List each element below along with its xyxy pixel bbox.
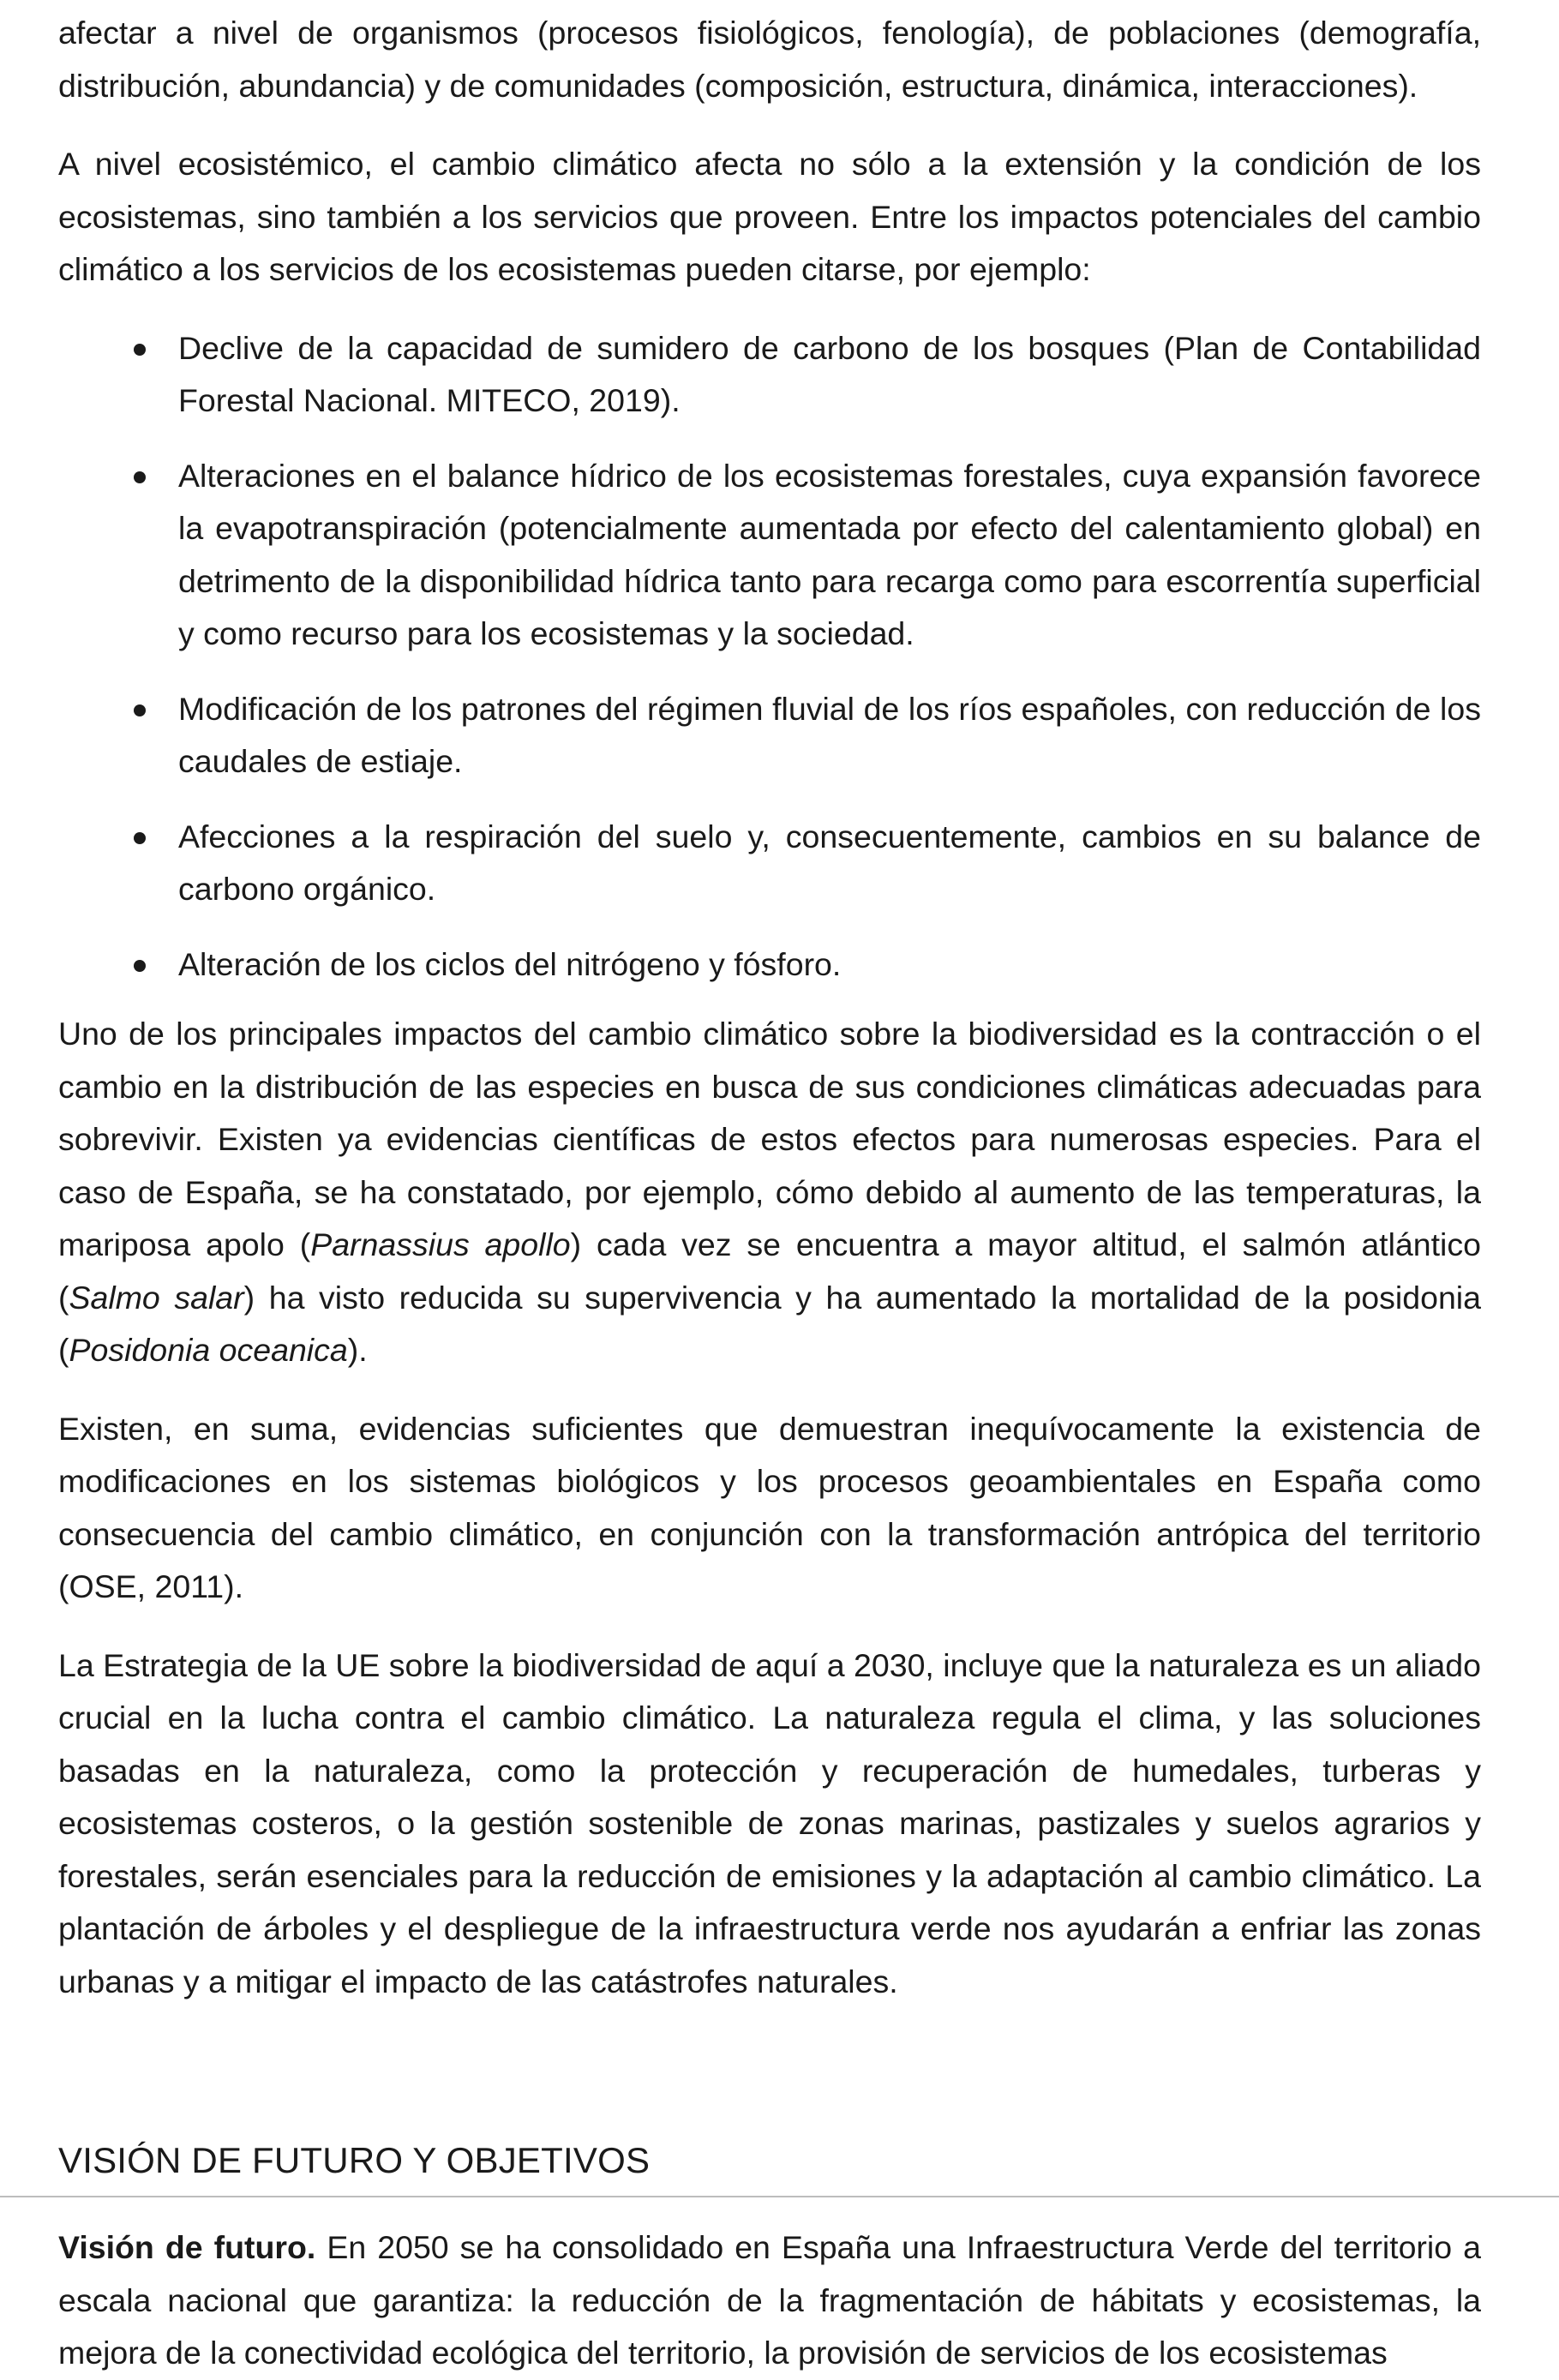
list-item-text: Modificación de los patrones del régimen fluvial de los ríos españoles, con reducción de los caudales de estiaje. bbox=[178, 690, 1481, 779]
species-name-parnassius: Parnassius apollo bbox=[310, 1226, 571, 1262]
ecosystem-paragraph: A nivel ecosistémico, el cambio climático afecta no sólo a la extensión y la condición de los ecosistemas, sino también a los servicios que proveen. Entre los impactos potenciales del cambio climático a los servicios de los ecosistemas pueden citarse, por ejemplo: bbox=[58, 146, 1481, 287]
body-text bbox=[58, 7, 1481, 2008]
bullet-icon bbox=[134, 960, 146, 972]
list-item-text: Declive de la capacidad de sumidero de carbono de los bosques (Plan de Contabilidad Forestal Nacional. MITECO, 2019). bbox=[178, 329, 1481, 418]
species-text-1: Uno de los principales impactos del cambio climático sobre la biodiversidad es la contracción o el cambio en la distribución de las especies en busca de sus condiciones climáticas adecuadas para sobrevivir. Existen ya evidencias científicas de estos efectos para numerosas especies. Para el caso de España, se ha constatado, por ejemplo, cómo debido al aumento de las temperaturas, la mariposa apolo ( bbox=[58, 1016, 1481, 1262]
section-divider bbox=[0, 2196, 1559, 2197]
list-item bbox=[58, 811, 1481, 916]
list-item bbox=[58, 322, 1481, 428]
evidence-paragraph: Existen, en suma, evidencias suficientes que demuestran inequívocamente la existencia de modificaciones en los sistemas biológicos y los procesos geoambientales en España como consecuencia del cambio climático, en conjunción con la transformación antrópica del territorio (OSE, 2011). bbox=[58, 1410, 1481, 1604]
list-item bbox=[58, 938, 1481, 992]
vision-lead: Visión de futuro. bbox=[58, 2229, 316, 2265]
list-item bbox=[58, 683, 1481, 788]
list-item-text: Alteraciones en el balance hídrico de los ecosistemas forestales, cuya expansión favorece la evapotranspiración (potencialmente aumentada por efecto del calentamiento global) en detrimento de la disponibilidad hídrica tanto para recarga como para escorrentía superficial y como recurso para los ecosistemas y la sociedad. bbox=[178, 457, 1481, 651]
species-text-2: ) cada vez se encuentra a mayor altitud, el salmón atlántico ( bbox=[58, 1226, 1481, 1316]
vision-text: En 2050 se ha consolidado en España una Infraestructura Verde del territorio a escala nacional que garantiza: la reducción de la fragmentación de hábitats y ecosistemas, la mejora de la conectividad ecológica del territorio, la provisión de servicios de los ecosistemas bbox=[58, 2229, 1481, 2371]
bullet-icon bbox=[134, 471, 146, 483]
bullet-icon bbox=[134, 832, 146, 844]
bullet-icon bbox=[134, 704, 146, 716]
bullet-icon bbox=[134, 344, 146, 356]
impacts-list bbox=[58, 322, 1481, 992]
intro-paragraph: afectar a nivel de organismos (procesos fisiológicos, fenología), de poblaciones (demografía, distribución, abundancia) y de comunidades (composición, estructura, dinámica, interacciones). bbox=[58, 15, 1481, 104]
species-name-posidonia: Posidonia oceanica bbox=[69, 1332, 348, 1368]
species-paragraph bbox=[58, 1008, 1481, 1377]
species-name-salmo: Salmo salar bbox=[69, 1279, 244, 1316]
list-item bbox=[58, 450, 1481, 661]
section-heading: VISIÓN DE FUTURO Y OBJETIVOS bbox=[58, 2140, 651, 2180]
eu-strategy-paragraph: La Estrategia de la UE sobre la biodiversidad de aquí a 2030, incluye que la naturaleza es un aliado crucial en la lucha contra el cambio climático. La naturaleza regula el clima, y las soluciones basadas en la naturaleza, como la protección y recuperación de humedales, turberas y ecosistemas costeros, o la gestión sostenible de zonas marinas, pastizales y suelos agrarios y forestales, serán esenciales para la reducción de emisiones y la adaptación al cambio climático. La plantación de árboles y el despliegue de la infraestructura verde nos ayudarán a enfriar las zonas urbanas y a mitigar el impacto de las catástrofes naturales. bbox=[58, 1646, 1481, 1999]
list-item-text: Alteración de los ciclos del nitrógeno y fósforo. bbox=[178, 945, 842, 982]
vision-section bbox=[58, 2221, 1481, 2380]
list-item-text: Afecciones a la respiración del suelo y, consecuentemente, cambios en su balance de carbono orgánico. bbox=[178, 818, 1481, 907]
species-text-3: ) ha visto reducida su supervivencia y ha aumentado la mortalidad de la posidonia ( bbox=[58, 1279, 1481, 1368]
vision-paragraph bbox=[58, 2221, 1481, 2380]
species-text-4: ). bbox=[347, 1332, 368, 1368]
